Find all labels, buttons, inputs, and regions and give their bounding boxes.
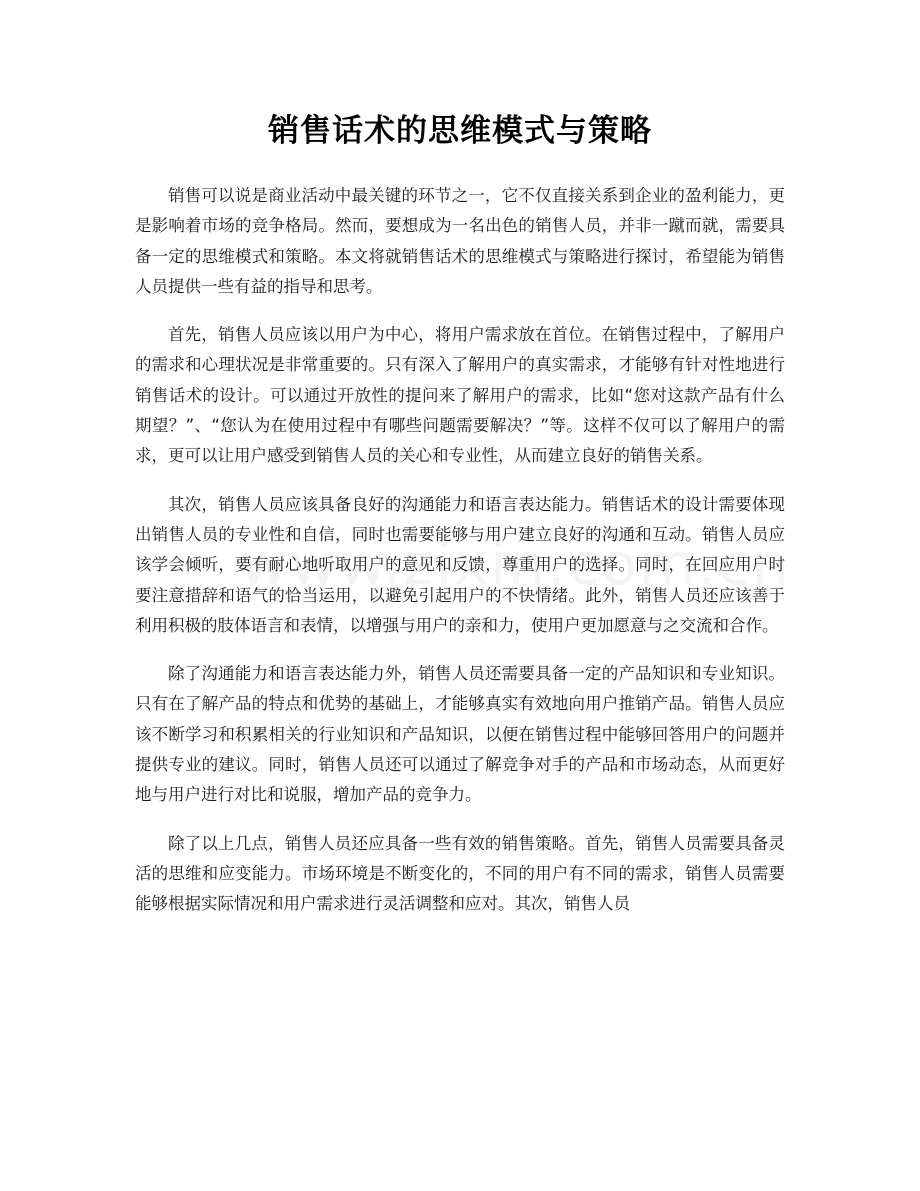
paragraph-3: 其次，销售人员应该具备良好的沟通能力和语言表达能力。销售话术的设计需要体现出销售人员的专业性和自信，同时也需要能够与用户建立良好的沟通和互动。销售人员应该学会倾听，要有耐心地听取用户的意见和反馈，尊重用户的选择。同时，在回应用户时要注意措辞和语气的恰当运用，以避免引起用户的不快情绪。此外，销售人员还应该善于利用积极的肢体语言和表情，以增强与用户的亲和力，使用户更加愿意与之交流和合作。 (135, 494, 785, 635)
paragraph-1: 销售可以说是商业活动中最关键的环节之一，它不仅直接关系到企业的盈利能力，更是影响着市场的竞争格局。然而，要想成为一名出色的销售人员，并非一蹴而就，需要具备一定的思维模式和策略。本文将就销售话术的思维模式与策略进行探讨，希望能为销售人员提供一些有益的指导和思考。 (135, 186, 785, 296)
document-body (135, 181, 785, 938)
paragraph-5: 除了以上几点，销售人员还应具备一些有效的销售策略。首先，销售人员需要具备灵活的思维和应变能力。市场环境是不断变化的，不同的用户有不同的需求，销售人员需要能够根据实际情况和用户需求进行灵活调整和应对。其次，销售人员 (135, 833, 785, 914)
paragraph-4: 除了沟通能力和语言表达能力外，销售人员还需要具备一定的产品知识和专业知识。只有在了解产品的特点和优势的基础上，才能够真实有效地向用户推销产品。销售人员应该不断学习和积累相关的行业知识和产品知识，以便在销售过程中能够回答用户的问题并提供专业的建议。同时，销售人员还可以通过了解竞争对手的产品和市场动态，从而更好地与用户进行对比和说服，增加产品的竞争力。 (135, 664, 785, 805)
paragraph-2: 首先，销售人员应该以用户为中心，将用户需求放在首位。在销售过程中，了解用户的需求和心理状况是非常重要的。只有深入了解用户的真实需求，才能够有针对性地进行销售话术的设计。可以通过开放性的提问来了解用户的需求，比如“您对这款产品有什么期望？”、“您认为在使用过程中有哪些问题需要解决？”等。这样不仅可以了解用户的需求，更可以让用户感受到销售人员的关心和专业性，从而建立良好的销售关系。 (135, 325, 785, 466)
document-title: 销售话术的思维模式与策略 (268, 113, 652, 149)
